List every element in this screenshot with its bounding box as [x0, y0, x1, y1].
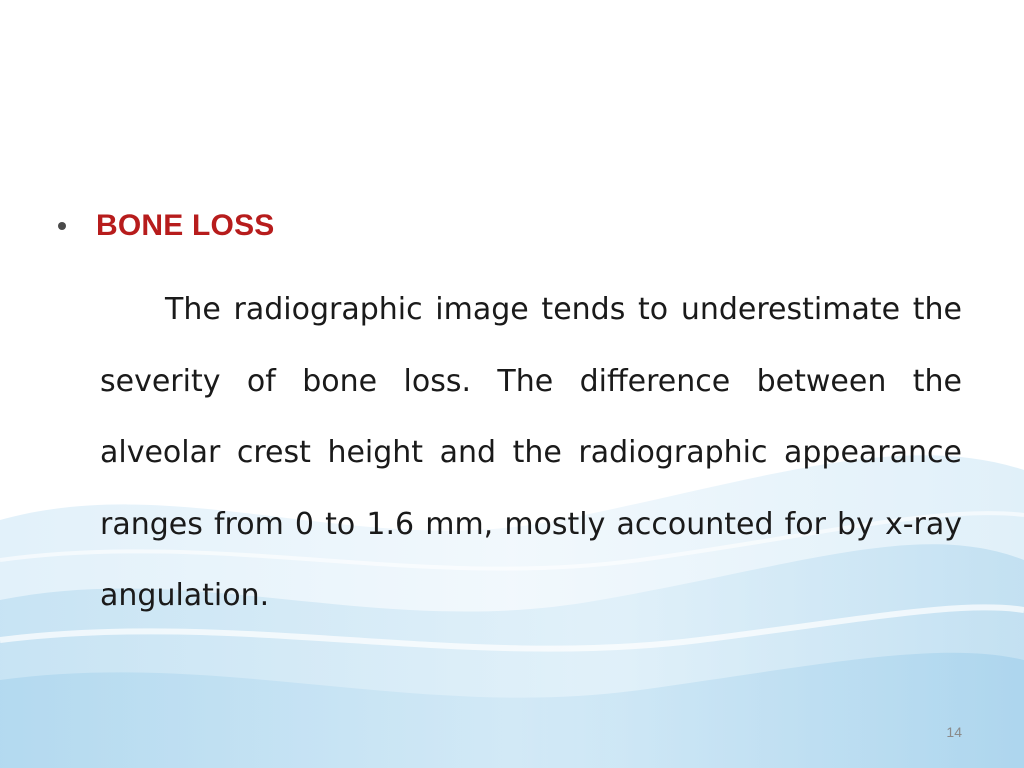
page-number: 14	[946, 724, 962, 740]
body-paragraph: The radiographic image tends to underestimate the severity of bone loss. The difference between the alveolar crest height and the radiographic appearance ranges from 0 to 1.6 mm, mostly accounted for by x-ray angulation.	[100, 292, 962, 613]
section-heading: BONE LOSS	[96, 209, 275, 242]
bullet-item	[58, 203, 275, 249]
bullet-icon	[58, 222, 66, 230]
